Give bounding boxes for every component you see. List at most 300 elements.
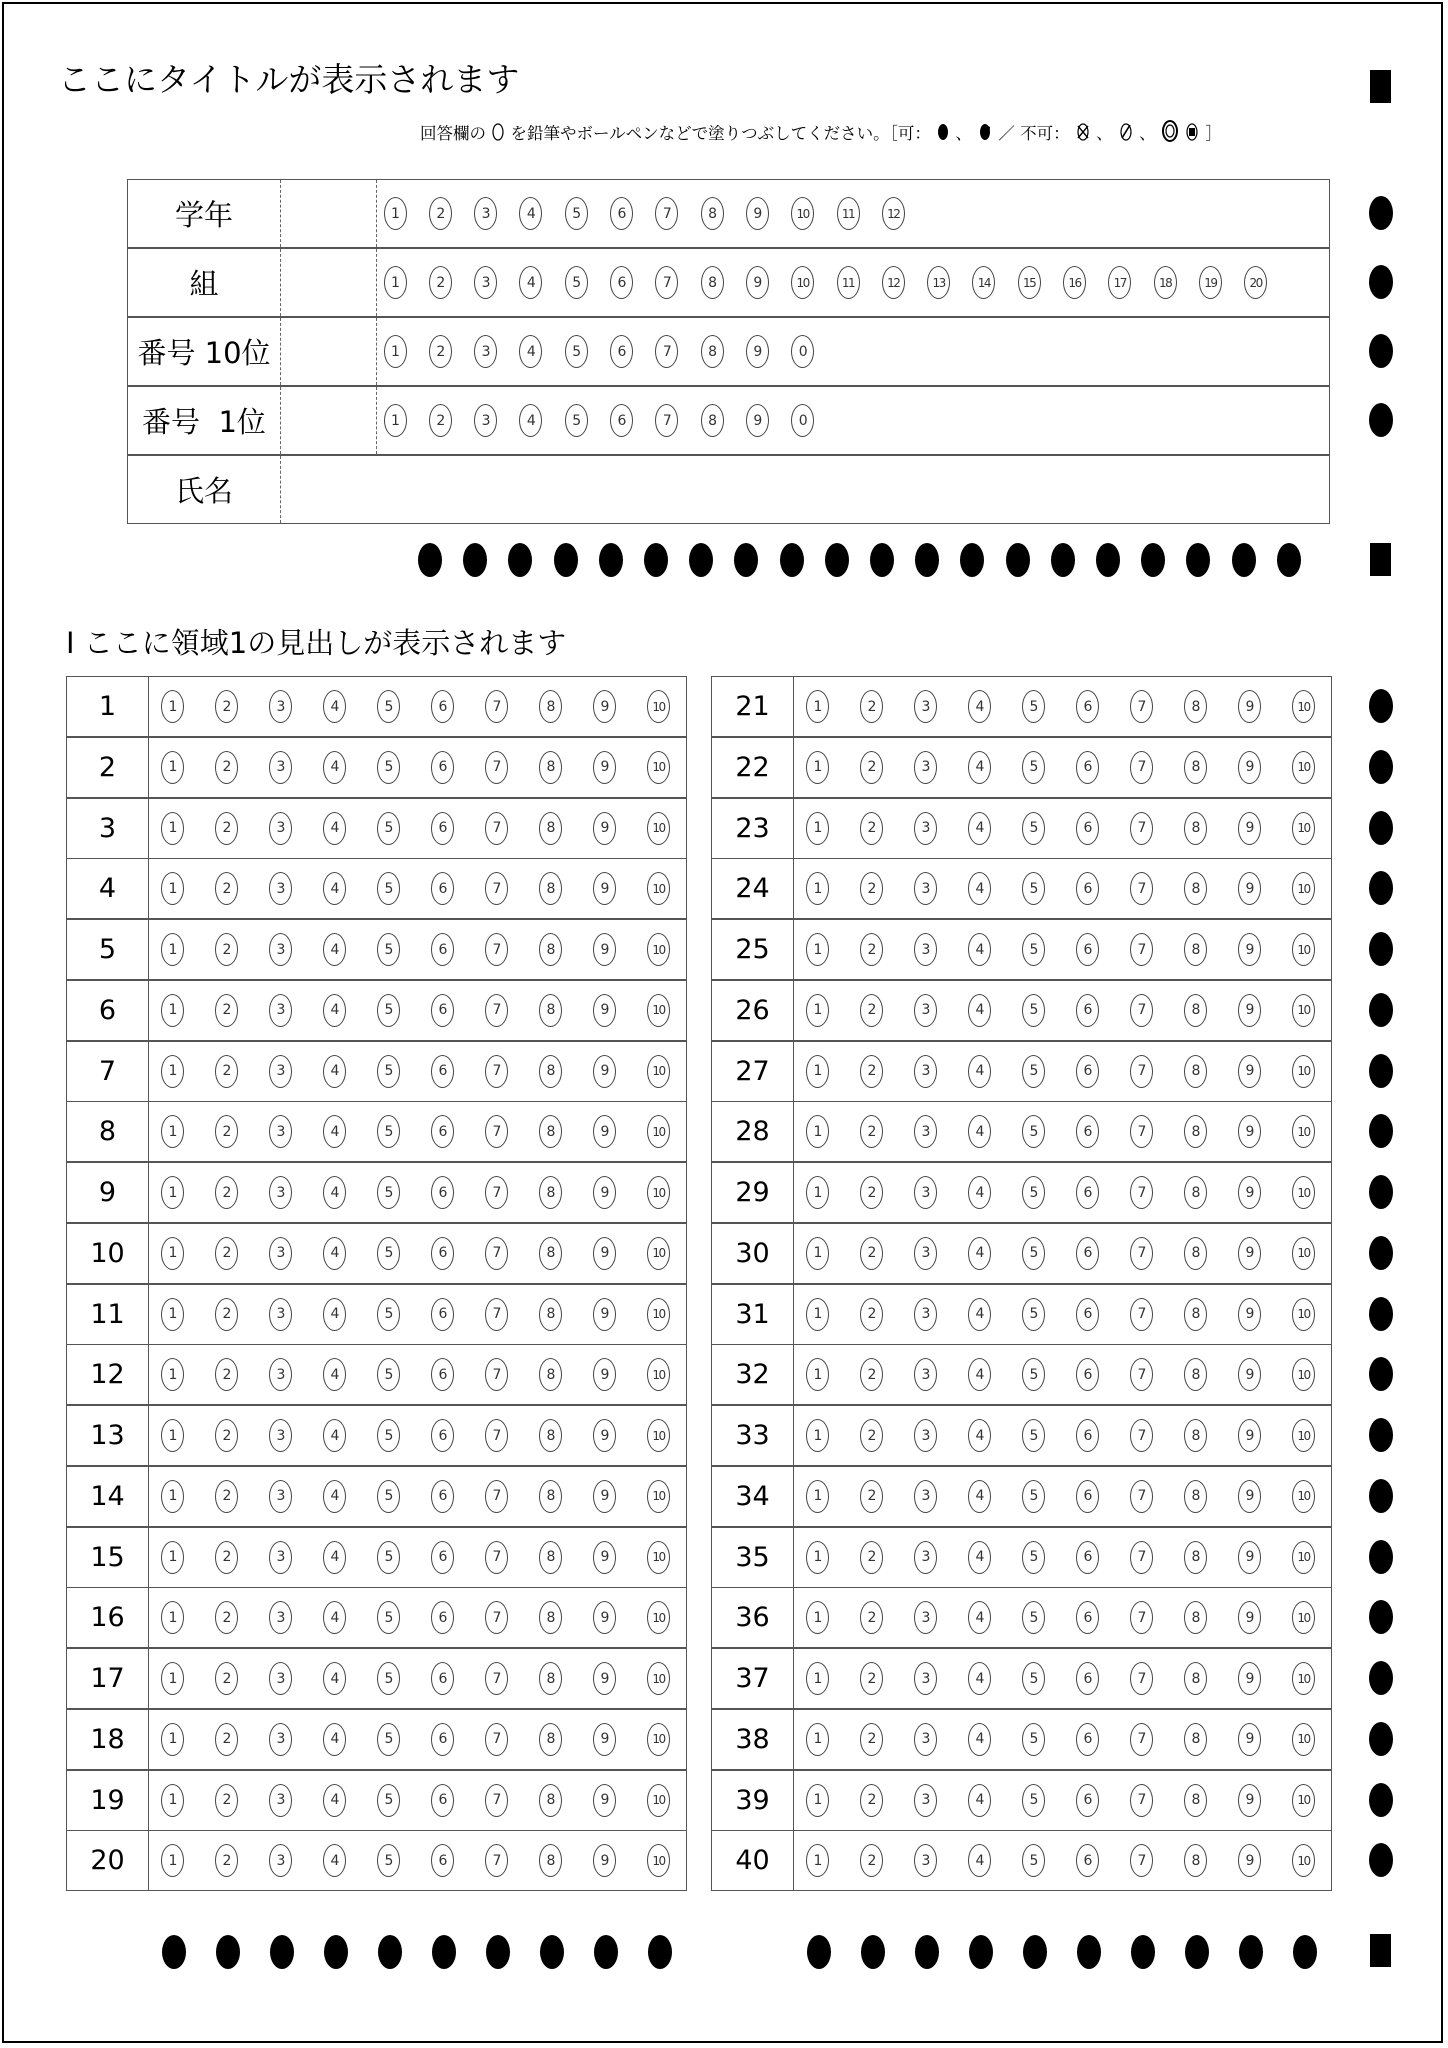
answer-bubble[interactable]: 10 [647, 1358, 670, 1391]
answer-bubble[interactable]: 8 [1184, 751, 1207, 784]
answer-bubble[interactable]: 4 [519, 335, 542, 368]
answer-bubble[interactable]: 4 [519, 404, 542, 437]
answer-bubble[interactable]: 2 [215, 812, 238, 845]
answer-bubble[interactable]: 6 [1076, 1601, 1099, 1634]
answer-bubble[interactable]: 3 [914, 1541, 937, 1574]
answer-bubble[interactable]: 5 [1022, 1480, 1045, 1513]
answer-bubble[interactable]: 11 [837, 266, 860, 299]
answer-bubble[interactable]: 7 [1130, 1055, 1153, 1088]
answer-bubble[interactable]: 10 [1292, 1601, 1315, 1634]
answer-bubble[interactable]: 7 [485, 1419, 508, 1452]
answer-bubble[interactable]: 9 [593, 1601, 616, 1634]
answer-bubble[interactable]: 7 [485, 751, 508, 784]
answer-bubble[interactable]: 9 [1238, 1237, 1261, 1270]
answer-bubble[interactable]: 2 [860, 1055, 883, 1088]
answer-bubble[interactable]: 6 [1076, 1784, 1099, 1817]
answer-bubble[interactable]: 6 [1076, 1237, 1099, 1270]
answer-bubble[interactable]: 2 [860, 1419, 883, 1452]
answer-bubble[interactable]: 8 [539, 933, 562, 966]
answer-bubble[interactable]: 8 [539, 1480, 562, 1513]
answer-bubble[interactable]: 1 [161, 1055, 184, 1088]
answer-bubble[interactable]: 6 [431, 1176, 454, 1209]
answer-bubble[interactable]: 5 [565, 266, 588, 299]
answer-bubble[interactable]: 9 [746, 404, 769, 437]
answer-bubble[interactable]: 8 [539, 872, 562, 905]
answer-bubble[interactable]: 1 [161, 1115, 184, 1148]
answer-bubble[interactable]: 9 [746, 335, 769, 368]
answer-bubble[interactable]: 7 [1130, 751, 1153, 784]
answer-bubble[interactable]: 6 [1076, 872, 1099, 905]
answer-bubble[interactable]: 1 [161, 1480, 184, 1513]
answer-bubble[interactable]: 10 [647, 1480, 670, 1513]
answer-bubble[interactable]: 5 [1022, 872, 1045, 905]
answer-bubble[interactable]: 5 [565, 335, 588, 368]
answer-bubble[interactable]: 6 [431, 1723, 454, 1756]
answer-bubble[interactable]: 7 [1130, 1601, 1153, 1634]
answer-bubble[interactable]: 5 [377, 1541, 400, 1574]
answer-bubble[interactable]: 6 [1076, 994, 1099, 1027]
answer-bubble[interactable]: 7 [485, 690, 508, 723]
answer-bubble[interactable]: 5 [377, 1298, 400, 1331]
answer-bubble[interactable]: 6 [610, 335, 633, 368]
answer-bubble[interactable]: 3 [914, 751, 937, 784]
answer-bubble[interactable]: 9 [593, 690, 616, 723]
answer-bubble[interactable]: 8 [539, 994, 562, 1027]
answer-bubble[interactable]: 6 [1076, 1358, 1099, 1391]
answer-bubble[interactable]: 7 [485, 1541, 508, 1574]
answer-bubble[interactable]: 3 [914, 1176, 937, 1209]
answer-bubble[interactable]: 1 [806, 1723, 829, 1756]
answer-bubble[interactable]: 9 [593, 1358, 616, 1391]
answer-bubble[interactable]: 1 [806, 1844, 829, 1877]
answer-bubble[interactable]: 9 [1238, 1176, 1261, 1209]
answer-bubble[interactable]: 2 [860, 1480, 883, 1513]
answer-bubble[interactable]: 9 [1238, 1419, 1261, 1452]
answer-bubble[interactable]: 6 [431, 1844, 454, 1877]
answer-bubble[interactable]: 5 [377, 1844, 400, 1877]
answer-bubble[interactable]: 1 [161, 1601, 184, 1634]
answer-bubble[interactable]: 9 [593, 994, 616, 1027]
answer-bubble[interactable]: 8 [539, 1784, 562, 1817]
answer-bubble[interactable]: 6 [1076, 1723, 1099, 1756]
answer-bubble[interactable]: 9 [1238, 1541, 1261, 1574]
answer-bubble[interactable]: 4 [323, 1844, 346, 1877]
answer-bubble[interactable]: 2 [215, 1419, 238, 1452]
answer-bubble[interactable]: 1 [384, 197, 407, 230]
answer-bubble[interactable]: 10 [647, 690, 670, 723]
answer-bubble[interactable]: 2 [215, 1844, 238, 1877]
answer-bubble[interactable]: 1 [161, 1298, 184, 1331]
answer-bubble[interactable]: 3 [269, 1176, 292, 1209]
answer-bubble[interactable]: 9 [593, 1298, 616, 1331]
answer-bubble[interactable]: 7 [485, 872, 508, 905]
answer-bubble[interactable]: 6 [1076, 1298, 1099, 1331]
answer-bubble[interactable]: 2 [860, 1844, 883, 1877]
answer-bubble[interactable]: 10 [1292, 1237, 1315, 1270]
answer-bubble[interactable]: 4 [968, 994, 991, 1027]
answer-bubble[interactable]: 2 [215, 933, 238, 966]
answer-bubble[interactable]: 10 [647, 1723, 670, 1756]
answer-bubble[interactable]: 1 [161, 1723, 184, 1756]
answer-bubble[interactable]: 3 [269, 1115, 292, 1148]
answer-bubble[interactable]: 2 [860, 1298, 883, 1331]
answer-bubble[interactable]: 2 [429, 266, 452, 299]
answer-bubble[interactable]: 5 [377, 1601, 400, 1634]
answer-bubble[interactable]: 6 [610, 266, 633, 299]
answer-bubble[interactable]: 6 [431, 872, 454, 905]
answer-bubble[interactable]: 1 [161, 1662, 184, 1695]
answer-bubble[interactable]: 4 [968, 812, 991, 845]
answer-bubble[interactable]: 6 [1076, 1480, 1099, 1513]
answer-bubble[interactable]: 2 [860, 872, 883, 905]
answer-bubble[interactable]: 6 [1076, 1176, 1099, 1209]
answer-bubble[interactable]: 2 [215, 1298, 238, 1331]
answer-bubble[interactable]: 8 [1184, 1115, 1207, 1148]
answer-bubble[interactable]: 10 [647, 1784, 670, 1817]
answer-bubble[interactable]: 7 [1130, 690, 1153, 723]
answer-bubble[interactable]: 5 [1022, 1541, 1045, 1574]
answer-bubble[interactable]: 10 [791, 266, 814, 299]
answer-bubble[interactable]: 2 [860, 690, 883, 723]
answer-bubble[interactable]: 7 [1130, 1298, 1153, 1331]
answer-bubble[interactable]: 5 [1022, 1419, 1045, 1452]
answer-bubble[interactable]: 6 [431, 812, 454, 845]
answer-bubble[interactable]: 3 [269, 812, 292, 845]
answer-bubble[interactable]: 2 [215, 1176, 238, 1209]
answer-bubble[interactable]: 9 [593, 1723, 616, 1756]
answer-bubble[interactable]: 3 [914, 1662, 937, 1695]
answer-bubble[interactable]: 1 [161, 1844, 184, 1877]
answer-bubble[interactable]: 2 [860, 751, 883, 784]
answer-bubble[interactable]: 10 [791, 197, 814, 230]
answer-bubble[interactable]: 5 [377, 1480, 400, 1513]
answer-bubble[interactable]: 8 [539, 1601, 562, 1634]
answer-bubble[interactable]: 4 [968, 1480, 991, 1513]
answer-bubble[interactable]: 4 [968, 1055, 991, 1088]
answer-bubble[interactable]: 4 [968, 1298, 991, 1331]
answer-bubble[interactable]: 7 [655, 404, 678, 437]
answer-bubble[interactable]: 9 [593, 812, 616, 845]
answer-bubble[interactable]: 5 [565, 197, 588, 230]
answer-bubble[interactable]: 1 [806, 690, 829, 723]
answer-bubble[interactable]: 8 [539, 812, 562, 845]
answer-bubble[interactable]: 7 [485, 1662, 508, 1695]
answer-bubble[interactable]: 1 [806, 1237, 829, 1270]
answer-bubble[interactable]: 1 [806, 1784, 829, 1817]
answer-bubble[interactable]: 6 [431, 1541, 454, 1574]
answer-bubble[interactable]: 3 [914, 1055, 937, 1088]
answer-bubble[interactable]: 3 [914, 1298, 937, 1331]
answer-bubble[interactable]: 5 [377, 1176, 400, 1209]
answer-bubble[interactable]: 8 [1184, 1176, 1207, 1209]
answer-bubble[interactable]: 7 [1130, 1784, 1153, 1817]
answer-bubble[interactable]: 5 [1022, 1176, 1045, 1209]
answer-bubble[interactable]: 4 [323, 812, 346, 845]
answer-bubble[interactable]: 9 [593, 933, 616, 966]
answer-bubble[interactable]: 1 [161, 1784, 184, 1817]
answer-bubble[interactable]: 3 [914, 933, 937, 966]
answer-bubble[interactable]: 2 [860, 1237, 883, 1270]
answer-bubble[interactable]: 9 [1238, 872, 1261, 905]
answer-bubble[interactable]: 3 [914, 1358, 937, 1391]
answer-bubble[interactable]: 4 [968, 690, 991, 723]
answer-bubble[interactable]: 2 [215, 1784, 238, 1817]
answer-bubble[interactable]: 1 [806, 1176, 829, 1209]
answer-bubble[interactable]: 5 [1022, 1115, 1045, 1148]
answer-bubble[interactable]: 5 [377, 1419, 400, 1452]
answer-bubble[interactable]: 3 [269, 1723, 292, 1756]
answer-bubble[interactable]: 3 [914, 872, 937, 905]
answer-bubble[interactable]: 3 [914, 1419, 937, 1452]
answer-bubble[interactable]: 10 [1292, 1662, 1315, 1695]
answer-bubble[interactable]: 7 [485, 994, 508, 1027]
answer-bubble[interactable]: 1 [384, 335, 407, 368]
answer-bubble[interactable]: 8 [539, 1662, 562, 1695]
answer-bubble[interactable]: 4 [323, 933, 346, 966]
answer-bubble[interactable]: 4 [323, 1358, 346, 1391]
answer-bubble[interactable]: 8 [539, 1723, 562, 1756]
answer-bubble[interactable]: 2 [215, 1662, 238, 1695]
answer-bubble[interactable]: 4 [323, 1601, 346, 1634]
answer-bubble[interactable]: 8 [1184, 1844, 1207, 1877]
answer-bubble[interactable]: 7 [485, 1176, 508, 1209]
answer-bubble[interactable]: 4 [968, 1115, 991, 1148]
answer-bubble[interactable]: 10 [647, 1601, 670, 1634]
answer-bubble[interactable]: 6 [1076, 751, 1099, 784]
answer-bubble[interactable]: 9 [1238, 1844, 1261, 1877]
answer-bubble[interactable]: 1 [161, 812, 184, 845]
answer-bubble[interactable]: 3 [269, 1784, 292, 1817]
answer-bubble[interactable]: 7 [1130, 1662, 1153, 1695]
answer-bubble[interactable]: 3 [269, 994, 292, 1027]
answer-bubble[interactable]: 2 [215, 1723, 238, 1756]
answer-bubble[interactable]: 7 [1130, 1176, 1153, 1209]
answer-bubble[interactable]: 8 [1184, 872, 1207, 905]
answer-bubble[interactable]: 7 [1130, 1480, 1153, 1513]
answer-bubble[interactable]: 10 [1292, 751, 1315, 784]
answer-bubble[interactable]: 2 [860, 1784, 883, 1817]
answer-bubble[interactable]: 4 [323, 1480, 346, 1513]
answer-bubble[interactable]: 6 [431, 1237, 454, 1270]
answer-bubble[interactable]: 8 [539, 1115, 562, 1148]
answer-bubble[interactable]: 3 [269, 1844, 292, 1877]
answer-bubble[interactable]: 15 [1018, 266, 1041, 299]
answer-bubble[interactable]: 8 [539, 751, 562, 784]
answer-bubble[interactable]: 2 [860, 1723, 883, 1756]
answer-bubble[interactable]: 2 [215, 994, 238, 1027]
answer-bubble[interactable]: 18 [1154, 266, 1177, 299]
answer-bubble[interactable]: 8 [1184, 812, 1207, 845]
answer-bubble[interactable]: 2 [429, 404, 452, 437]
answer-bubble[interactable]: 6 [1076, 933, 1099, 966]
answer-bubble[interactable]: 1 [806, 872, 829, 905]
answer-bubble[interactable]: 9 [1238, 1723, 1261, 1756]
answer-bubble[interactable]: 8 [539, 1176, 562, 1209]
answer-bubble[interactable]: 5 [377, 751, 400, 784]
answer-bubble[interactable]: 2 [215, 872, 238, 905]
answer-bubble[interactable]: 1 [161, 1176, 184, 1209]
answer-bubble[interactable]: 9 [593, 1844, 616, 1877]
answer-bubble[interactable]: 6 [1076, 1419, 1099, 1452]
answer-bubble[interactable]: 8 [539, 1298, 562, 1331]
answer-bubble[interactable]: 5 [1022, 1601, 1045, 1634]
answer-bubble[interactable]: 9 [1238, 1784, 1261, 1817]
answer-bubble[interactable]: 3 [474, 404, 497, 437]
answer-bubble[interactable]: 9 [1238, 1055, 1261, 1088]
answer-bubble[interactable]: 1 [161, 751, 184, 784]
answer-bubble[interactable]: 10 [1292, 872, 1315, 905]
answer-bubble[interactable]: 7 [1130, 1115, 1153, 1148]
answer-bubble[interactable]: 6 [431, 933, 454, 966]
answer-bubble[interactable]: 10 [1292, 1541, 1315, 1574]
answer-bubble[interactable]: 1 [161, 1358, 184, 1391]
answer-bubble[interactable]: 4 [968, 1784, 991, 1817]
answer-bubble[interactable]: 2 [860, 1541, 883, 1574]
answer-bubble[interactable]: 7 [485, 812, 508, 845]
answer-bubble[interactable]: 9 [1238, 1115, 1261, 1148]
answer-bubble[interactable]: 2 [429, 335, 452, 368]
answer-bubble[interactable]: 7 [485, 933, 508, 966]
answer-bubble[interactable]: 8 [1184, 933, 1207, 966]
answer-bubble[interactable]: 2 [215, 1541, 238, 1574]
answer-bubble[interactable]: 5 [1022, 1844, 1045, 1877]
answer-bubble[interactable]: 9 [593, 872, 616, 905]
answer-bubble[interactable]: 3 [914, 1115, 937, 1148]
answer-bubble[interactable]: 5 [1022, 1723, 1045, 1756]
answer-bubble[interactable]: 4 [519, 197, 542, 230]
answer-bubble[interactable]: 7 [1130, 872, 1153, 905]
answer-bubble[interactable]: 3 [914, 1784, 937, 1817]
answer-bubble[interactable]: 5 [1022, 1358, 1045, 1391]
answer-bubble[interactable]: 1 [161, 872, 184, 905]
answer-bubble[interactable]: 7 [485, 1115, 508, 1148]
answer-bubble[interactable]: 6 [431, 690, 454, 723]
answer-bubble[interactable]: 7 [1130, 1358, 1153, 1391]
answer-bubble[interactable]: 8 [1184, 1541, 1207, 1574]
answer-bubble[interactable]: 3 [269, 690, 292, 723]
answer-bubble[interactable]: 4 [968, 751, 991, 784]
answer-bubble[interactable]: 7 [1130, 1541, 1153, 1574]
answer-bubble[interactable]: 10 [1292, 1784, 1315, 1817]
answer-bubble[interactable]: 4 [323, 1541, 346, 1574]
answer-bubble[interactable]: 9 [1238, 1480, 1261, 1513]
answer-bubble[interactable]: 3 [474, 266, 497, 299]
answer-bubble[interactable]: 6 [431, 1115, 454, 1148]
answer-bubble[interactable]: 2 [860, 1601, 883, 1634]
answer-bubble[interactable]: 4 [323, 1662, 346, 1695]
answer-bubble[interactable]: 0 [791, 404, 814, 437]
answer-bubble[interactable]: 7 [1130, 1723, 1153, 1756]
answer-bubble[interactable]: 1 [161, 1541, 184, 1574]
answer-bubble[interactable]: 3 [269, 1358, 292, 1391]
answer-bubble[interactable]: 5 [1022, 1237, 1045, 1270]
answer-bubble[interactable]: 2 [215, 1237, 238, 1270]
answer-bubble[interactable]: 7 [485, 1844, 508, 1877]
answer-bubble[interactable]: 5 [1022, 1298, 1045, 1331]
answer-bubble[interactable]: 14 [972, 266, 995, 299]
answer-bubble[interactable]: 20 [1244, 266, 1267, 299]
answer-bubble[interactable]: 8 [1184, 690, 1207, 723]
answer-bubble[interactable]: 4 [968, 1237, 991, 1270]
answer-bubble[interactable]: 19 [1199, 266, 1222, 299]
answer-bubble[interactable]: 7 [1130, 1844, 1153, 1877]
answer-bubble[interactable]: 7 [655, 335, 678, 368]
answer-bubble[interactable]: 8 [701, 197, 724, 230]
answer-bubble[interactable]: 8 [1184, 1601, 1207, 1634]
answer-bubble[interactable]: 6 [431, 751, 454, 784]
answer-bubble[interactable]: 6 [431, 994, 454, 1027]
answer-bubble[interactable]: 3 [269, 1541, 292, 1574]
answer-bubble[interactable]: 10 [1292, 1723, 1315, 1756]
answer-bubble[interactable]: 6 [1076, 1844, 1099, 1877]
answer-bubble[interactable]: 5 [377, 1055, 400, 1088]
answer-bubble[interactable]: 9 [1238, 1601, 1261, 1634]
answer-bubble[interactable]: 3 [914, 1844, 937, 1877]
answer-bubble[interactable]: 8 [539, 1237, 562, 1270]
answer-bubble[interactable]: 7 [485, 1358, 508, 1391]
answer-bubble[interactable]: 3 [269, 872, 292, 905]
answer-bubble[interactable]: 9 [746, 266, 769, 299]
answer-bubble[interactable]: 3 [914, 994, 937, 1027]
answer-bubble[interactable]: 10 [647, 1419, 670, 1452]
answer-bubble[interactable]: 7 [485, 1055, 508, 1088]
answer-bubble[interactable]: 9 [593, 1419, 616, 1452]
answer-bubble[interactable]: 1 [806, 1298, 829, 1331]
answer-bubble[interactable]: 8 [701, 335, 724, 368]
answer-bubble[interactable]: 10 [647, 1844, 670, 1877]
answer-bubble[interactable]: 5 [1022, 933, 1045, 966]
answer-bubble[interactable]: 1 [806, 1541, 829, 1574]
answer-bubble[interactable]: 6 [431, 1601, 454, 1634]
answer-bubble[interactable]: 4 [323, 1055, 346, 1088]
answer-bubble[interactable]: 6 [1076, 1115, 1099, 1148]
answer-bubble[interactable]: 2 [215, 690, 238, 723]
answer-bubble[interactable]: 4 [323, 1419, 346, 1452]
answer-bubble[interactable]: 1 [806, 1601, 829, 1634]
answer-bubble[interactable]: 1 [806, 1358, 829, 1391]
answer-bubble[interactable]: 10 [1292, 1298, 1315, 1331]
answer-bubble[interactable]: 8 [1184, 1784, 1207, 1817]
answer-bubble[interactable]: 3 [269, 1055, 292, 1088]
answer-bubble[interactable]: 8 [1184, 1358, 1207, 1391]
answer-bubble[interactable]: 7 [1130, 812, 1153, 845]
answer-bubble[interactable]: 4 [323, 1115, 346, 1148]
answer-bubble[interactable]: 6 [431, 1662, 454, 1695]
answer-bubble[interactable]: 13 [927, 266, 950, 299]
answer-bubble[interactable]: 3 [269, 1298, 292, 1331]
answer-bubble[interactable]: 10 [647, 751, 670, 784]
answer-bubble[interactable]: 8 [1184, 1237, 1207, 1270]
answer-bubble[interactable]: 5 [1022, 994, 1045, 1027]
answer-bubble[interactable]: 7 [485, 1601, 508, 1634]
answer-bubble[interactable]: 7 [1130, 1237, 1153, 1270]
answer-bubble[interactable]: 7 [485, 1298, 508, 1331]
answer-bubble[interactable]: 11 [837, 197, 860, 230]
answer-bubble[interactable]: 2 [215, 1480, 238, 1513]
answer-bubble[interactable]: 5 [377, 1723, 400, 1756]
answer-bubble[interactable]: 10 [647, 1055, 670, 1088]
answer-bubble[interactable]: 10 [1292, 1480, 1315, 1513]
answer-bubble[interactable]: 4 [968, 872, 991, 905]
answer-bubble[interactable]: 2 [860, 1115, 883, 1148]
answer-bubble[interactable]: 4 [323, 1784, 346, 1817]
answer-bubble[interactable]: 2 [215, 1601, 238, 1634]
answer-bubble[interactable]: 5 [377, 812, 400, 845]
answer-bubble[interactable]: 1 [161, 933, 184, 966]
answer-bubble[interactable]: 6 [610, 404, 633, 437]
answer-bubble[interactable]: 7 [1130, 994, 1153, 1027]
answer-bubble[interactable]: 0 [791, 335, 814, 368]
